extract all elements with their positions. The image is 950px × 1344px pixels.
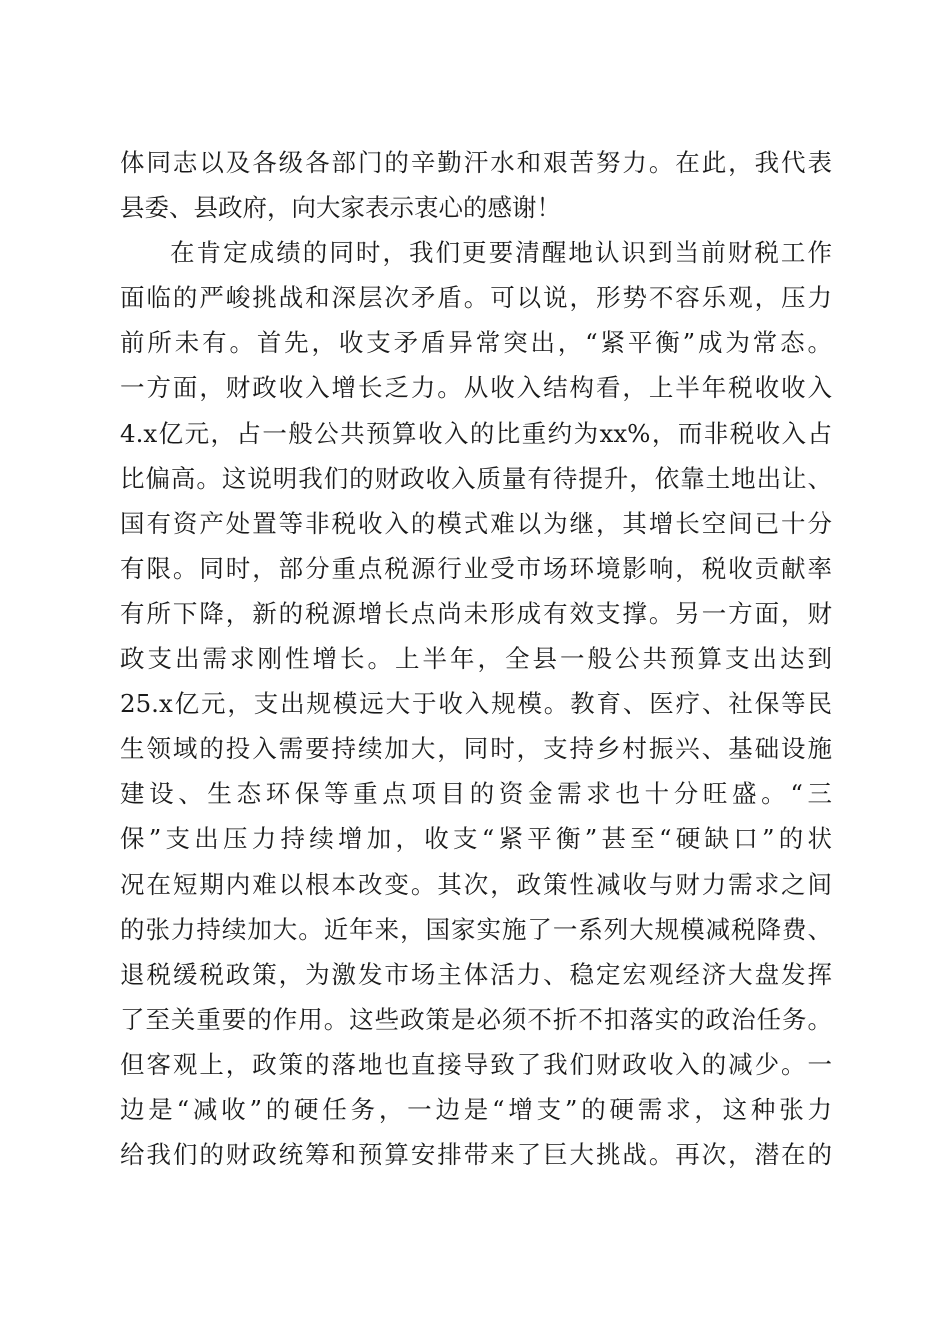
text-line: 比偏高。这说明我们的财政收入质量有待提升，依靠土地出让、: [120, 463, 832, 493]
text-line: 前所未有。首先，收支矛盾异常突出，“紧平衡”成为常态。: [120, 328, 832, 358]
text-line: 体同志以及各级各部门的辛勤汗水和艰苦努力。在此，我代表: [120, 148, 832, 177]
text-line: 了至关重要的作用。这些政策是必须不折不扣落实的政治任务。: [120, 1004, 832, 1034]
text-line: 面临的严峻挑战和深层次矛盾。可以说，形势不容乐观，压力: [120, 283, 832, 313]
text-line: 县委、县政府，向大家表示衷心的感谢！: [120, 193, 561, 223]
text-line: 国有资产处置等非税收入的模式难以为继，其增长空间已十分: [120, 508, 832, 538]
text-line: 生领域的投入需要持续加大，同时，支持乡村振兴、基础设施: [120, 734, 832, 764]
text-line: 况在短期内难以根本改变。其次，政策性减收与财力需求之间: [120, 869, 832, 899]
text-line: 退税缓税政策，为激发市场主体活力、稳定宏观经济大盘发挥: [120, 959, 832, 989]
text-line: 政支出需求刚性增长。上半年，全县一般公共预算支出达到: [120, 644, 832, 674]
text-line: 但客观上，政策的落地也直接导致了我们财政收入的减少。一: [120, 1049, 832, 1079]
text-line: 给我们的财政统筹和预算安排带来了巨大挑战。再次，潜在的: [120, 1140, 832, 1170]
text-line: 的张力持续加大。近年来，国家实施了一系列大规模减税降费、: [120, 914, 832, 944]
paragraph-first-line: 在肯定成绩的同时，我们更要清醒地认识到当前财税工作: [170, 238, 832, 268]
text-line: 边是“减收”的硬任务，一边是“增支”的硬需求，这种张力: [120, 1094, 832, 1124]
text-line: 4.x亿元，占一般公共预算收入的比重约为xx%，而非税收入占: [120, 418, 832, 448]
text-line: 有所下降，新的税源增长点尚未形成有效支撑。另一方面，财: [120, 598, 832, 628]
text-line: 有限。同时，部分重点税源行业受市场环境影响，税收贡献率: [120, 553, 832, 583]
text-line: 建设、生态环保等重点项目的资金需求也十分旺盛。“三: [120, 779, 832, 809]
document-body: [120, 140, 832, 1177]
text-line: 一方面，财政收入增长乏力。从收入结构看，上半年税收收入: [120, 373, 832, 403]
text-line: 25.x亿元，支出规模远大于收入规模。教育、医疗、社保等民: [120, 689, 832, 719]
text-line: 保”支出压力持续增加，收支“紧平衡”甚至“硬缺口”的状: [120, 824, 832, 854]
